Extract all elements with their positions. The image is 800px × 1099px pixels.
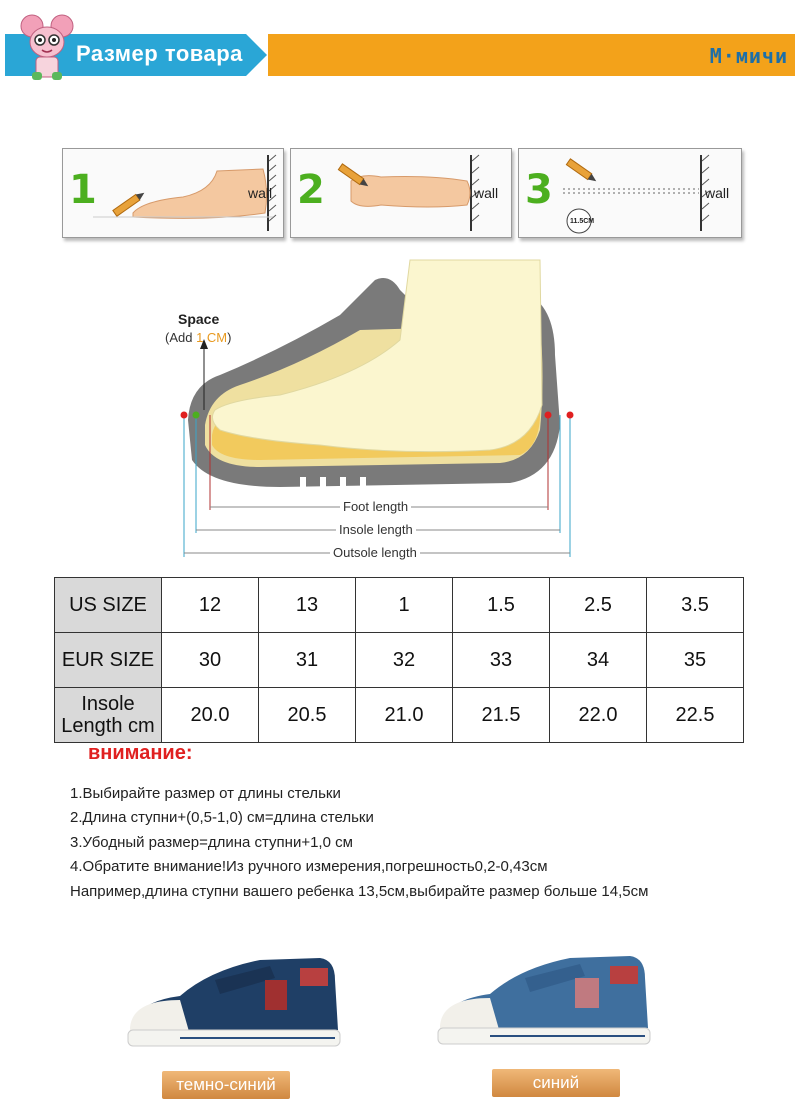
table-cell: 35 bbox=[647, 633, 744, 688]
step-3-number: 3 bbox=[525, 167, 553, 213]
space-note-prefix: (Add bbox=[165, 330, 197, 345]
table-cell: 32 bbox=[356, 633, 453, 688]
us-size-header: US SIZE bbox=[55, 578, 162, 633]
space-note bbox=[165, 330, 231, 345]
table-cell: 30 bbox=[162, 633, 259, 688]
page-title: Размер товара bbox=[76, 41, 243, 66]
insole-length-row bbox=[55, 688, 744, 743]
step-1-wall-label: wall bbox=[248, 185, 273, 201]
step-2-wall-label: wall bbox=[474, 185, 499, 201]
blue-sneaker-image bbox=[430, 938, 660, 1053]
table-cell: 31 bbox=[259, 633, 356, 688]
space-note-suffix: ) bbox=[227, 330, 232, 345]
outsole-length-label: Outsole length bbox=[330, 545, 420, 560]
step-1-box bbox=[62, 148, 284, 238]
table-cell: 20.0 bbox=[162, 688, 259, 743]
space-note-value: 1 CM bbox=[196, 330, 228, 345]
table-cell: 12 bbox=[162, 578, 259, 633]
table-cell: 13 bbox=[259, 578, 356, 633]
table-cell: 22.5 bbox=[647, 688, 744, 743]
note-line-4: 4.Обратите внимание!Из ручного измерения,погрешность0,2-0,43см bbox=[70, 858, 548, 875]
step-3-measure-label: 11.5CM bbox=[570, 218, 595, 225]
note-line-1: 1.Выбирайте размер от длины стельки bbox=[70, 785, 341, 802]
note-line-5: Например,длина ступни вашего ребенка 13,5см,выбирайте размер больше 14,5см bbox=[70, 883, 649, 900]
insole-length-label: Insole length bbox=[336, 522, 416, 537]
table-cell: 21.0 bbox=[356, 688, 453, 743]
table-cell: 2.5 bbox=[550, 578, 647, 633]
step-3-box bbox=[518, 148, 742, 238]
attention-heading: внимание: bbox=[88, 742, 193, 764]
blue-color-label: синий bbox=[492, 1069, 620, 1097]
brand-logo: М·мичи bbox=[709, 44, 788, 68]
table-cell: 1.5 bbox=[453, 578, 550, 633]
table-cell: 21.5 bbox=[453, 688, 550, 743]
insole-length-header bbox=[55, 688, 162, 743]
foot-length-label: Foot length bbox=[340, 499, 411, 514]
dark-blue-color-label: темно-синий bbox=[162, 1071, 290, 1099]
table-cell: 33 bbox=[453, 633, 550, 688]
space-title: Space bbox=[178, 311, 220, 327]
insole-header-line2: Length cm bbox=[61, 715, 155, 737]
step-2-number: 2 bbox=[297, 167, 325, 213]
shoe-cross-section-diagram bbox=[160, 255, 590, 565]
us-size-row bbox=[55, 578, 744, 633]
table-cell: 1 bbox=[356, 578, 453, 633]
table-cell: 22.0 bbox=[550, 688, 647, 743]
note-line-2: 2.Длина ступни+(0,5-1,0) см=длина стельки bbox=[70, 809, 374, 826]
mouse-mascot-icon bbox=[20, 12, 74, 82]
table-cell: 3.5 bbox=[647, 578, 744, 633]
eur-size-row bbox=[55, 633, 744, 688]
note-line-3: 3.Убодный размер=длина ступни+1,0 см bbox=[70, 834, 353, 851]
dark-blue-sneaker-image bbox=[120, 940, 350, 1055]
insole-header-line1: Insole bbox=[81, 693, 135, 715]
size-table bbox=[54, 577, 744, 743]
eur-size-header: EUR SIZE bbox=[55, 633, 162, 688]
table-cell: 34 bbox=[550, 633, 647, 688]
step-1-number: 1 bbox=[69, 167, 97, 213]
step-3-wall-label: wall bbox=[705, 185, 730, 201]
step-2-box bbox=[290, 148, 512, 238]
table-cell: 20.5 bbox=[259, 688, 356, 743]
